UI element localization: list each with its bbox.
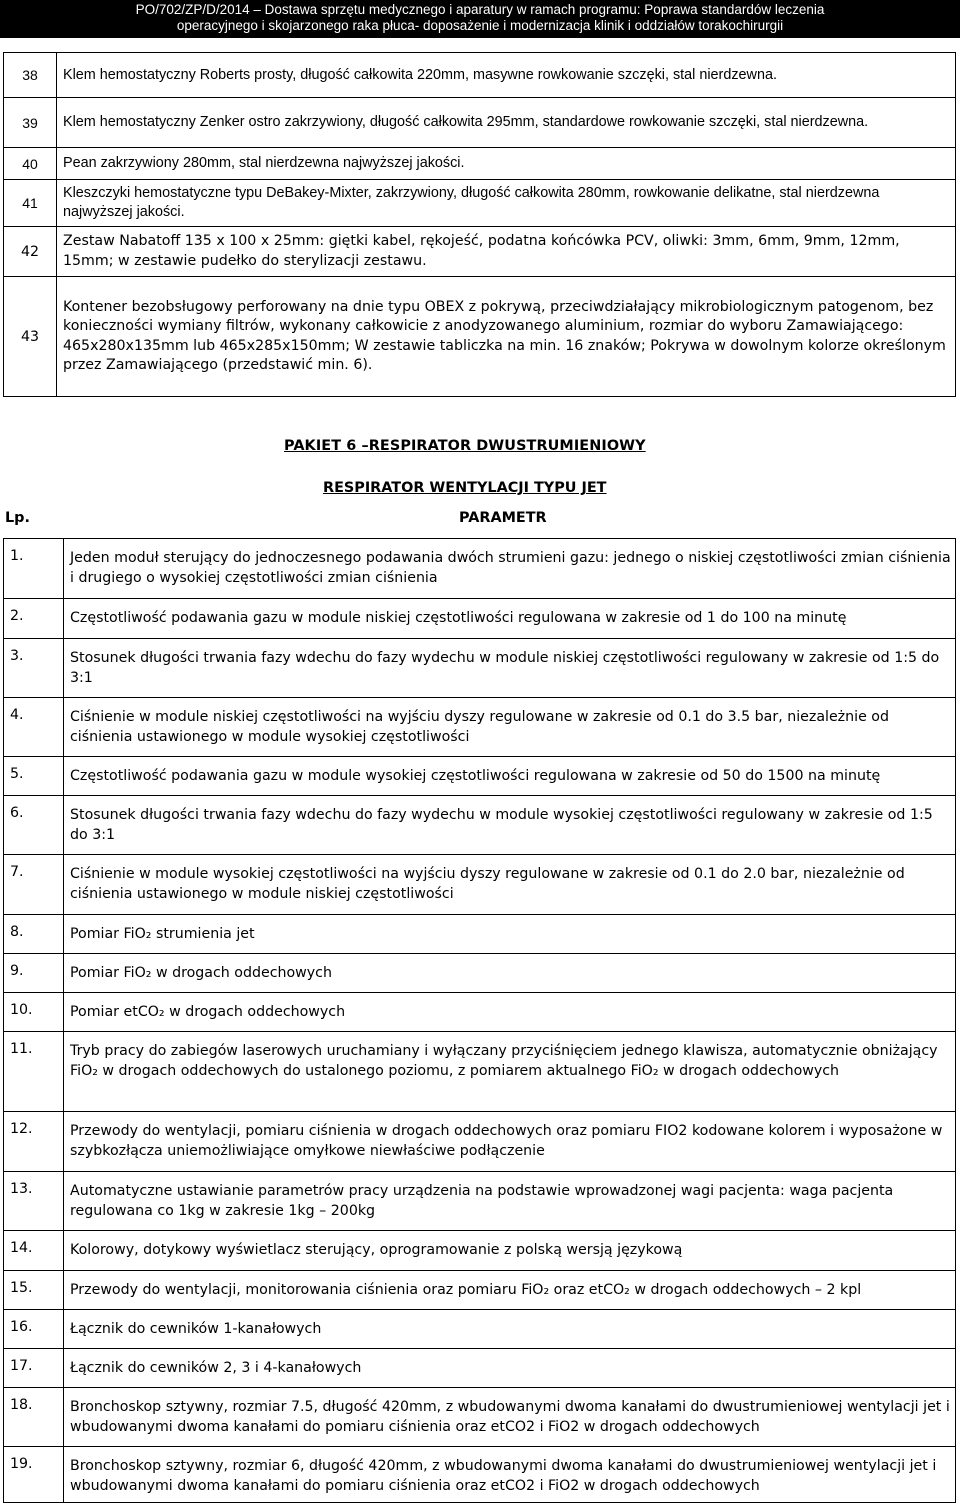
table-row	[4, 599, 956, 639]
param-cell	[64, 1447, 956, 1503]
table-row	[4, 796, 956, 855]
table-row	[4, 53, 956, 98]
param-number-text: 10.	[10, 1002, 33, 1018]
param-cell	[64, 1032, 956, 1112]
table-row	[4, 1310, 956, 1349]
table-row	[4, 698, 956, 757]
param-number	[4, 855, 64, 915]
table-row	[4, 1447, 956, 1503]
item-number: 43	[4, 277, 57, 397]
table-row	[4, 227, 956, 277]
item-number: 42	[4, 227, 57, 277]
item-description: Pean zakrzywiony 280mm, stal nierdzewna najwyższej jakości.	[57, 148, 956, 180]
param-number	[4, 1172, 64, 1231]
param-text: Przewody do wentylacji, pomiaru ciśnienia w drogach oddechowych oraz pomiaru FIO2 kodowane kolorem i wyposażone w szybkozłącza uniemożliwiające omyłkowe niewłaściwe podłączenie	[70, 1123, 943, 1159]
param-text: Częstotliwość podawania gazu w module niskiej częstotliwości regulowana w zakresie od 1 do 100 na minutę	[70, 610, 847, 626]
param-number-text: 9.	[10, 963, 24, 979]
param-text: Ciśnienie w module niskiej częstotliwości na wyjściu dyszy regulowane w zakresie od 0.1 do 3.5 bar, niezależnie od ciśnienia ustawionego w module wysokiej częstotliwości	[70, 709, 889, 745]
param-text: Pomiar FiO₂ w drogach oddechowych	[70, 965, 332, 981]
item-description: Klem hemostatyczny Roberts prosty, długość całkowita 220mm, masywne rowkowanie szczęki, stal nierdzewna.	[57, 53, 956, 98]
table-row	[4, 277, 956, 397]
param-number-text: 4.	[10, 707, 24, 723]
param-cell	[64, 954, 956, 993]
param-cell	[64, 855, 956, 915]
param-text: Pomiar etCO₂ w drogach oddechowych	[70, 1004, 346, 1020]
param-cell	[64, 599, 956, 639]
instruments-table	[3, 52, 956, 397]
param-cell	[64, 1271, 956, 1310]
table-row	[4, 993, 956, 1032]
param-number	[4, 599, 64, 639]
param-number	[4, 698, 64, 757]
param-number	[4, 1112, 64, 1172]
header-line-2: operacyjnego i skojarzonego raka płuca- doposażenie i modernizacja klinik i oddziałów torakochirurgii	[176, 18, 784, 33]
param-text: Łącznik do cewników 2, 3 i 4-kanałowych	[70, 1360, 362, 1376]
item-description: Zestaw Nabatoff 135 x 100 x 25mm: giętki kabel, rękojeść, podatna końcówka PCV, oliwki: 3mm, 6mm, 9mm, 12mm, 15mm; w zestawie pudełko do sterylizacji zestawu.	[57, 227, 956, 277]
item-number: 40	[4, 148, 57, 180]
param-number-text: 8.	[10, 924, 24, 940]
table-row	[4, 855, 956, 915]
table-row	[4, 757, 956, 796]
param-text: Pomiar FiO₂ strumienia jet	[70, 926, 255, 942]
param-cell	[64, 698, 956, 757]
param-number-text: 1.	[10, 548, 24, 564]
param-number-text: 18.	[10, 1397, 33, 1413]
param-number	[4, 915, 64, 954]
item-number: 41	[4, 180, 57, 227]
param-text: Przewody do wentylacji, monitorowania ciśnienia oraz pomiaru FiO₂ oraz etCO₂ w drogach oddechowych – 2 kpl	[70, 1282, 862, 1298]
param-number	[4, 1032, 64, 1112]
header-line-1: PO/702/ZP/D/2014 – Dostawa sprzętu medycznego i aparatury w ramach programu: Poprawa standardów leczenia	[135, 2, 825, 17]
param-cell	[64, 1310, 956, 1349]
param-number	[4, 993, 64, 1032]
table-row	[4, 639, 956, 698]
item-description: Kontener bezobsługowy perforowany na dnie typu OBEX z pokrywą, przeciwdziałający mikrobiologicznym patogenom, bez konieczności wymiany filtrów, wykonany całkowicie z anodyzowanego aluminium, rozmiar do wyboru Zamawiającego: 465x280x135mm lub 465x285x150mm; W zestawie tabliczka na min. 16 znaków; Pokrywa w dowolnym kolorze określonym przez Zamawiającego (przedstawić min. 6).	[57, 277, 956, 397]
param-number	[4, 1349, 64, 1388]
param-number-text: 3.	[10, 648, 24, 664]
param-text: Ciśnienie w module wysokiej częstotliwości na wyjściu dyszy regulowane w zakresie od 0.1 do 2.0 bar, niezależnie od ciśnienia ustawionego w module niskiej częstotliwości	[70, 866, 905, 902]
param-number	[4, 1447, 64, 1503]
column-header-parameter: PARAMETR	[459, 510, 547, 526]
param-text: Stosunek długości trwania fazy wdechu do fazy wydechu w module niskiej częstotliwości regulowany w zakresie od 1:5 do 3:1	[70, 650, 940, 686]
param-number-text: 2.	[10, 608, 24, 624]
param-number	[4, 1388, 64, 1447]
param-cell	[64, 1388, 956, 1447]
param-number-text: 5.	[10, 766, 24, 782]
param-number-text: 14.	[10, 1240, 33, 1256]
table-row	[4, 98, 956, 148]
param-cell	[64, 757, 956, 796]
param-number-text: 7.	[10, 864, 24, 880]
param-number-text: 11.	[10, 1041, 33, 1057]
param-cell	[64, 639, 956, 698]
param-text: Tryb pracy do zabiegów laserowych uruchamiany i wyłączany przyciśnięciem jednego klawisza, automatycznie obniżający FiO₂ w drogach oddechowych do ustalonego poziomu, z pomiarem aktualnego FiO₂ w drogach oddechowych	[70, 1043, 938, 1079]
param-number	[4, 539, 64, 599]
param-number	[4, 796, 64, 855]
param-number-text: 6.	[10, 805, 24, 821]
param-number-text: 16.	[10, 1319, 33, 1335]
param-number-text: 19.	[10, 1456, 33, 1472]
param-number	[4, 1231, 64, 1271]
param-number-text: 17.	[10, 1358, 33, 1374]
table-row	[4, 1349, 956, 1388]
table-row	[4, 1172, 956, 1231]
param-text: Automatyczne ustawianie parametrów pracy urządzenia na podstawie wprowadzonej wagi pacjenta: waga pacjenta regulowana co 1kg w zakresie 1kg – 200kg	[70, 1183, 894, 1219]
param-cell	[64, 796, 956, 855]
param-text: Częstotliwość podawania gazu w module wysokiej częstotliwości regulowana w zakresie od 50 do 1500 na minutę	[70, 768, 881, 784]
item-description: Kleszczyki hemostatyczne typu DeBakey-Mixter, zakrzywiony, długość całkowita 280mm, rowkowanie delikatne, stal nierdzewna najwyższej jakości.	[57, 180, 956, 227]
param-number	[4, 757, 64, 796]
param-cell	[64, 1231, 956, 1271]
param-text: Bronchoskop sztywny, rozmiar 6, długość 420mm, z wbudowanymi dwoma kanałami do dwustrumieniowej wentylacji jet i wbudowanymi dwoma kanałami do pomiaru ciśnienia oraz etCO2 i FiO2 w drogach oddechowych	[70, 1458, 937, 1494]
param-cell	[64, 1349, 956, 1388]
param-cell	[64, 1172, 956, 1231]
item-description: Klem hemostatyczny Zenker ostro zakrzywiony, długość całkowita 295mm, standardowe rowkowanie szczęki, stal nierdzewna.	[57, 98, 956, 148]
package-title: PAKIET 6 –RESPIRATOR DWUSTRUMIENIOWY	[284, 438, 646, 454]
table-row	[4, 1388, 956, 1447]
table-row	[4, 915, 956, 954]
param-number	[4, 954, 64, 993]
param-text: Jeden moduł sterujący do jednoczesnego podawania dwóch strumieni gazu: jednego o niskiej częstotliwości zmian ciśnienia i drugiego o wysokiej częstotliwości zmian ciśnienia	[70, 550, 951, 586]
param-text: Kolorowy, dotykowy wyświetlacz sterujący, oprogramowanie z polską wersją językową	[70, 1242, 683, 1258]
param-text: Stosunek długości trwania fazy wdechu do fazy wydechu w module wysokiej częstotliwości regulowany w zakresie od 1:5 do 3:1	[70, 807, 933, 843]
column-header-lp: Lp.	[5, 510, 30, 526]
table-row	[4, 180, 956, 227]
table-row	[4, 1231, 956, 1271]
table-row	[4, 1112, 956, 1172]
table-row	[4, 539, 956, 599]
param-number	[4, 1310, 64, 1349]
param-text: Łącznik do cewników 1-kanałowych	[70, 1321, 322, 1337]
param-number-text: 12.	[10, 1121, 33, 1137]
document-header	[0, 0, 960, 38]
table-row	[4, 954, 956, 993]
respirator-subtitle: RESPIRATOR WENTYLACJI TYPU JET	[323, 480, 607, 496]
parameters-table	[3, 538, 956, 1503]
table-row	[4, 1032, 956, 1112]
param-cell	[64, 993, 956, 1032]
param-number-text: 13.	[10, 1181, 33, 1197]
param-number	[4, 1271, 64, 1310]
param-cell	[64, 915, 956, 954]
item-number: 39	[4, 98, 57, 148]
param-number	[4, 639, 64, 698]
table-row	[4, 1271, 956, 1310]
param-number-text: 15.	[10, 1280, 33, 1296]
param-text: Bronchoskop sztywny, rozmiar 7.5, długość 420mm, z wbudowanymi dwoma kanałami do dwustrumieniowej wentylacji jet i wbudowanymi dwoma kanałami do pomiaru ciśnienia oraz etCO2 i FiO2 w drogach oddechowych	[70, 1399, 950, 1435]
item-number: 38	[4, 53, 57, 98]
table-row	[4, 148, 956, 180]
param-cell	[64, 539, 956, 599]
param-cell	[64, 1112, 956, 1172]
